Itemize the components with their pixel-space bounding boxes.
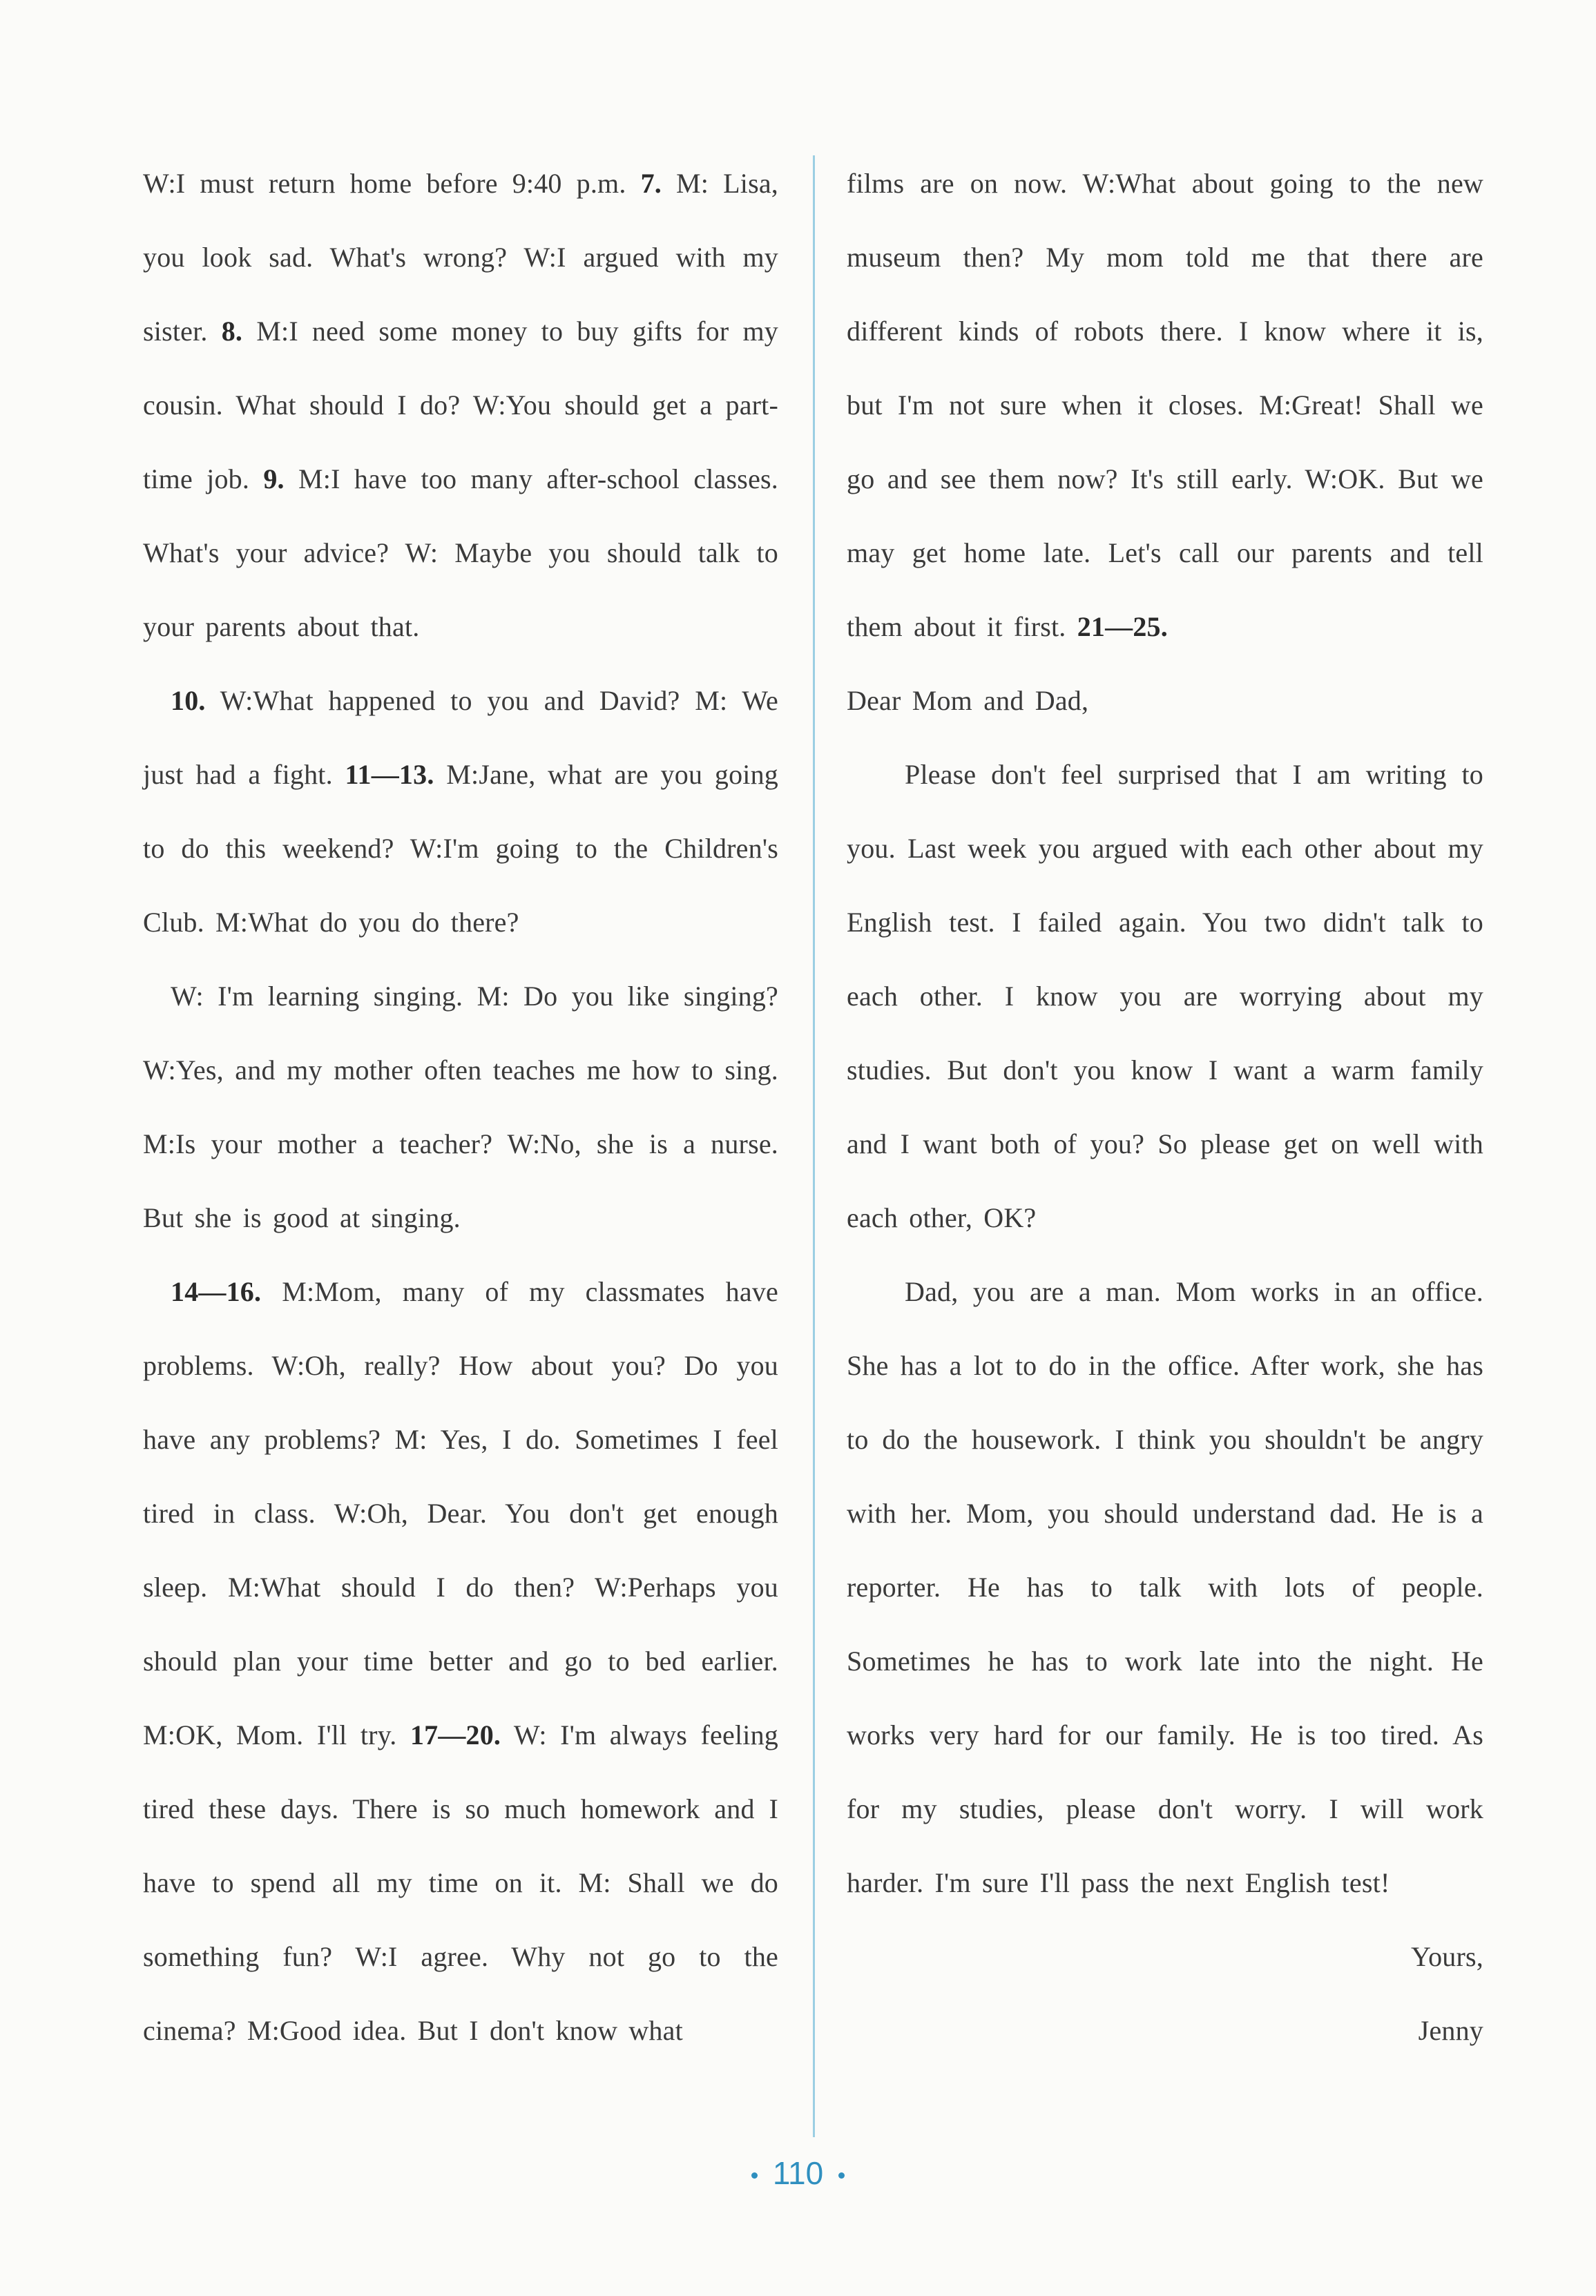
- left-paragraph-3: [143, 959, 778, 1255]
- left-paragraph-4: [143, 1255, 778, 2067]
- left-paragraph-1: [143, 146, 778, 664]
- right-paragraph-1: [847, 146, 1483, 664]
- question-number: 9.: [263, 463, 285, 494]
- paragraph-text: M:Jane, what are you going to do this weekend? W:I'm going to the Children's Club. M:What do you do there?: [143, 759, 778, 938]
- question-number: 14—16.: [171, 1276, 262, 1307]
- paragraph-text: films are on now. W:What about going to the new museum then? My mom told me that there are different kinds of robots there. I know where it is, but I'm not sure when it closes. M:Great! Shall we go and see them now? It's still early. W:OK. But we may get home late. Let's call our parents and tell them about it first.: [847, 168, 1483, 642]
- letter-paragraph-2: Dad, you are a man. Mom works in an office. She has a lot to do in the office. After work, she has to do the housework. I think you shouldn't be angry with her. Mom, you should understand dad. He is a reporter. He has to talk with lots of people. Sometimes he has to work late into the night. He works very hard for our family. He is too tired. As for my studies, please don't worry. I will work harder. I'm sure I'll pass the next English test!: [847, 1276, 1483, 1898]
- letter-signature: Jenny: [1418, 2015, 1483, 2046]
- right-column: [847, 146, 1483, 2067]
- page-number-dot-right: [838, 2172, 845, 2179]
- paragraph-text: M:I need some money to buy gifts for my cousin. What should I do? W:You should get a part-time job.: [143, 316, 779, 494]
- letter-paragraph-1: Please don't feel surprised that I am writing to you. Last week you argued with each other about my English test. I failed again. You two didn't talk to each other. I know you are worrying about my studies. But don't you know I want a warm family and I want both of you? So please get on well with each other, OK?: [847, 759, 1483, 1233]
- paragraph-text: M: Lisa, you look sad. What's wrong? W:I argued with my sister.: [143, 168, 778, 347]
- question-number: 10.: [171, 685, 206, 716]
- page-number: [0, 2154, 1596, 2192]
- paragraph-text: M:Mom, many of my classmates have problems. W:Oh, really? How about you? Do you have any problems? M: Yes, I do. Sometimes I feel tired in class. W:Oh, Dear. You don't get enough sleep. M:What should I do then? W:Perhaps you should plan your time better and go to bed earlier. M:OK, Mom. I'll try.: [143, 1276, 778, 1750]
- paragraph-text: W:I must return home before 9:40 p.m.: [143, 168, 641, 199]
- letter-closing: Yours,: [1411, 1941, 1483, 1972]
- letter-salutation: Dear Mom and Dad,: [847, 685, 1089, 716]
- question-number: 21—25.: [1077, 611, 1168, 642]
- paragraph-text: M:I have too many after-school classes. What's your advice? W: Maybe you should talk to your parents about that.: [143, 463, 778, 642]
- question-number: 11—13.: [345, 759, 434, 790]
- question-number: 17—20.: [410, 1719, 501, 1750]
- question-number: 7.: [640, 168, 662, 199]
- left-column: [143, 146, 778, 2067]
- left-paragraph-2: [143, 664, 778, 959]
- paragraph-text: W: I'm learning singing. M: Do you like singing? W:Yes, and my mother often teaches me how to sing. M:Is your mother a teacher? W:No, she is a nurse. But she is good at singing.: [143, 981, 778, 1233]
- question-number: 8.: [221, 316, 243, 347]
- paragraph-text: W:What happened to you and David? M: We just had a fight.: [143, 685, 778, 790]
- paragraph-text: W: I'm always feeling tired these days. There is so much homework and I have to spend all my time on it. M: Shall we do something fun? W:I agree. Why not go to the cinema? M:Good idea. But I don't know what: [143, 1719, 778, 2046]
- page-number-value: 110: [772, 2155, 824, 2191]
- page-number-dot-left: [751, 2172, 758, 2179]
- column-divider: [813, 155, 815, 2137]
